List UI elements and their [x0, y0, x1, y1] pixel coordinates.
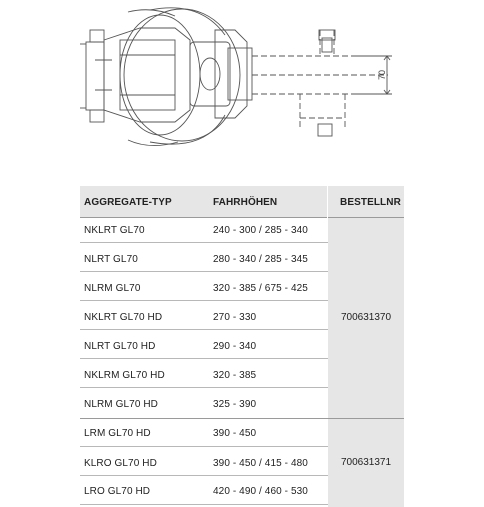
table-row [80, 452, 328, 475]
table-header-row [80, 191, 404, 214]
row-heights: 280 - 340 / 285 - 345 [213, 254, 308, 265]
bolt-top [90, 30, 104, 42]
row-type: NKLRT GL70 [84, 225, 145, 236]
group-divider [80, 418, 404, 419]
row-type: NLRT GL70 [84, 254, 138, 265]
row-heights: 390 - 450 [213, 428, 257, 439]
header-type: AGGREGATE-TYP [84, 197, 172, 208]
fastener-top [319, 30, 335, 40]
row-type: KLRO GL70 HD [84, 458, 157, 469]
table-row [80, 248, 328, 271]
order-number: 700631370 [340, 312, 392, 323]
header-heights: FAHRHÖHEN [213, 197, 278, 208]
axle-hole [200, 58, 220, 90]
row-type: LRO GL70 HD [84, 486, 151, 497]
table-row [80, 306, 328, 329]
order-number: 700631371 [340, 457, 392, 468]
axle-extension [252, 30, 388, 130]
technical-drawing [0, 0, 484, 190]
row-type: NLRM GL70 [84, 283, 141, 294]
row-heights: 390 - 450 / 415 - 480 [213, 458, 308, 469]
row-heights: 320 - 385 [213, 370, 257, 381]
row-divider [80, 329, 328, 330]
row-divider [80, 300, 328, 301]
row-divider [80, 475, 328, 476]
fastener-bottom [318, 124, 332, 136]
row-heights: 420 - 490 / 460 - 530 [213, 486, 308, 497]
row-type: LRM GL70 HD [84, 428, 151, 439]
row-heights: 320 - 385 / 675 - 425 [213, 283, 308, 294]
table-row [80, 422, 328, 445]
row-type: NLRM GL70 HD [84, 399, 158, 410]
row-type: NKLRT GL70 HD [84, 312, 163, 323]
table-row [80, 277, 328, 300]
table-row [80, 335, 328, 358]
row-divider [80, 446, 328, 447]
row-heights: 290 - 340 [213, 341, 257, 352]
row-type: NLRT GL70 HD [84, 341, 156, 352]
table-row [80, 364, 328, 387]
row-heights: 240 - 300 / 285 - 340 [213, 225, 308, 236]
dimension-label: 70 [377, 69, 387, 81]
row-heights: 325 - 390 [213, 399, 257, 410]
hub-body [104, 28, 190, 122]
row-divider [80, 271, 328, 272]
table-row [80, 393, 328, 416]
table-row [80, 219, 328, 242]
row-divider [80, 387, 328, 388]
row-heights: 270 - 330 [213, 312, 257, 323]
table-row [80, 480, 328, 503]
row-type: NKLRM GL70 HD [84, 370, 165, 381]
bolt-bottom [90, 110, 104, 122]
row-divider [80, 358, 328, 359]
row-divider [80, 242, 328, 243]
bracket-plate [86, 42, 104, 110]
wheel-outline [124, 9, 240, 141]
axle-drawing [80, 8, 392, 146]
header-order: BESTELLNR [340, 197, 401, 208]
